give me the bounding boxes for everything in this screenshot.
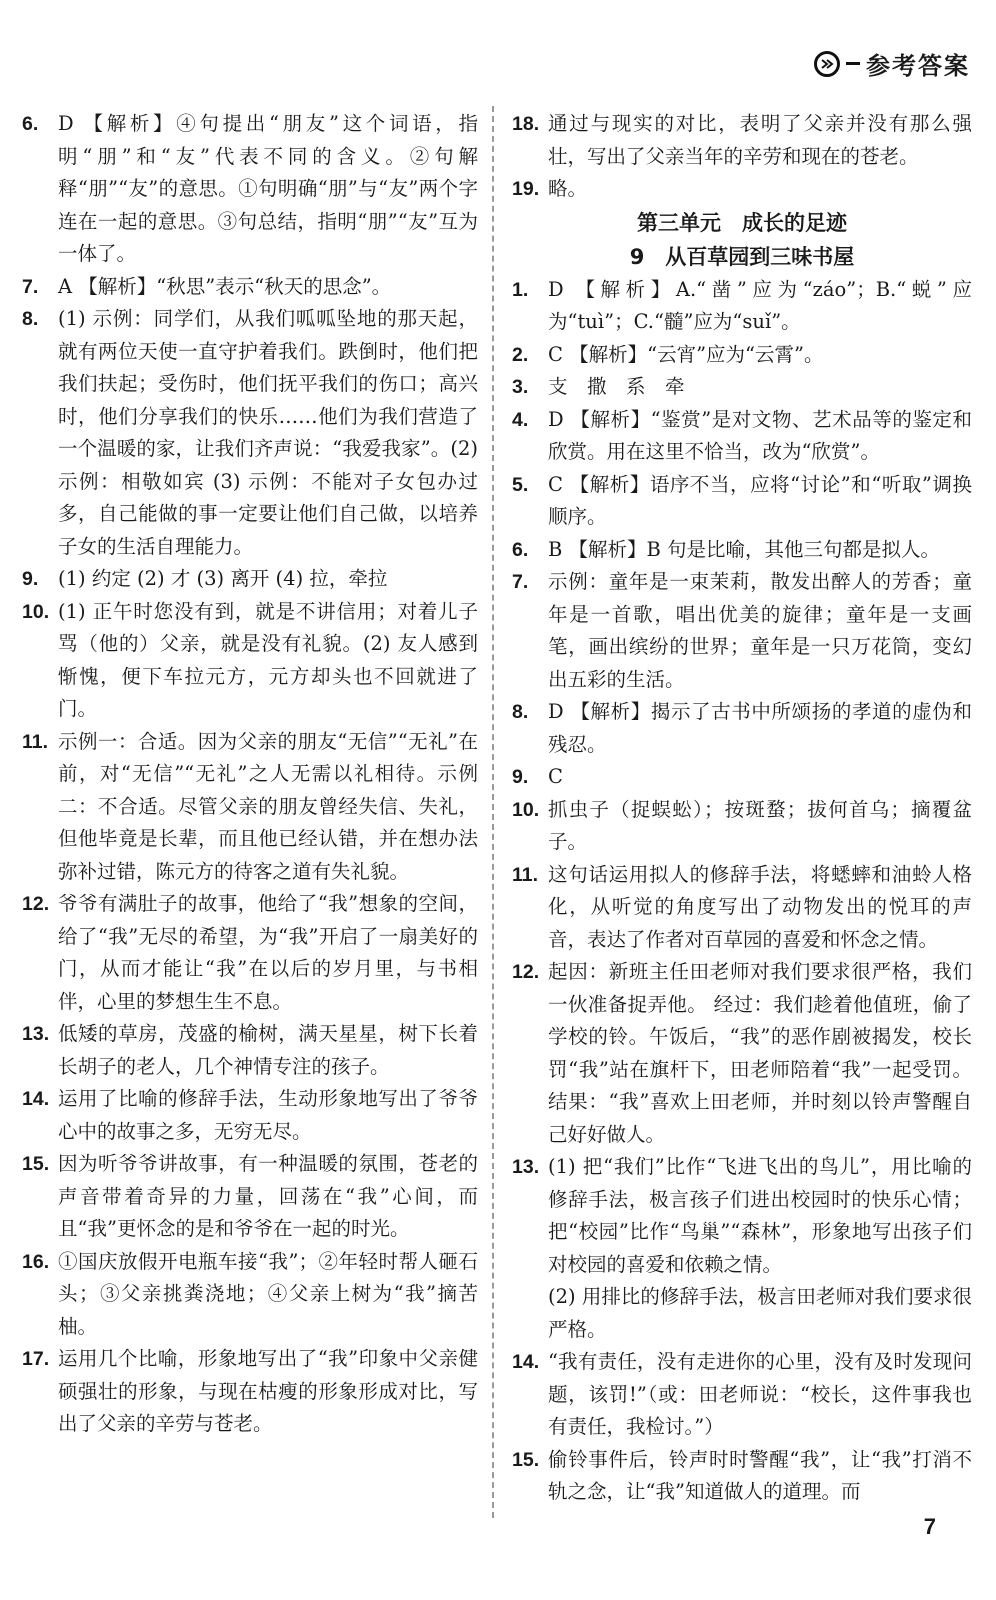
page-header — [814, 46, 970, 81]
answer-item — [512, 108, 972, 173]
answer-item — [22, 888, 478, 1018]
answer-number: 1. — [512, 278, 529, 301]
answer-number: 17. — [22, 1348, 50, 1370]
answer-number: 7. — [22, 275, 39, 298]
answer-item — [22, 726, 478, 889]
answer-item — [512, 566, 972, 696]
answer-number: 11. — [512, 863, 539, 886]
answer-item — [512, 469, 972, 534]
answer-text: B 【解析】B 句是比喻，其他三句都是拟人。 — [548, 537, 941, 561]
answer-number: 19. — [512, 178, 540, 200]
answer-text: (1) 把“我们”比作“飞进飞出的鸟儿”，用比喻的修辞手法，极言孩子们进出校园时的快乐心情；把“校园”比作“鸟巢”“森林”，形象地写出孩子们对校园的喜爱和依赖之情。 — [548, 1155, 972, 1276]
answer-number: 18. — [512, 113, 540, 135]
answer-number: 8. — [22, 308, 39, 330]
answer-item — [512, 1151, 972, 1281]
answer-text: C 【解析】“云宵”应为“云霄”。 — [548, 342, 824, 366]
answer-text: 抓虫子（捉蜈蚣）；按斑蝥；拔何首乌；摘覆盆子。 — [548, 797, 972, 853]
answer-text: 低矮的草房，茂盛的榆树，满天星星，树下长着长胡子的老人，几个神情专注的孩子。 — [58, 1022, 478, 1078]
answer-text: 起因：新班主任田老师对我们要求很严格，我们一伙准备捉弄他。 经过：我们趁着他值班，偷了学校的铃。午饭后，“我”的恶作剧被揭发，校长罚“我”站在旗杆下，田老师陪着“我”一起受罚。 结果：“我”喜欢上田老师，并时刻以铃声警醒自己好好做人。 — [548, 960, 972, 1146]
answer-number: 15. — [22, 1153, 50, 1175]
header-title: 参考答案 — [866, 52, 970, 80]
answer-text: 支 撒 系 牵 — [548, 375, 685, 398]
answer-item — [22, 108, 478, 271]
answer-item — [512, 1444, 972, 1509]
answer-text: ①国庆放假开电瓶车接“我”；②年轻时帮人砸石头；③父亲挑粪浇地；④父亲上树为“我”摘苦柚。 — [58, 1249, 478, 1338]
answer-item — [512, 274, 972, 339]
answer-item — [22, 303, 478, 563]
answer-number: 15. — [512, 1448, 540, 1471]
answer-number: 5. — [512, 473, 529, 496]
answer-text: D 【解析】④句提出“朋友”这个词语，指明“朋”和“友”代表不同的含义。②句解释“朋”“友”的意思。①句明确“朋”与“友”两个字连在一起的意思。③句总结，指明“朋”“友”互为一体了。 — [58, 112, 478, 265]
answer-text: 示例一：合适。因为父亲的朋友“无信”“无礼”在前，对“无信”“无礼”之人无需以礼相待。示例二：不合适。尽管父亲的朋友曾经失信、失礼，但他毕竟是长辈，而且他已经认错，并在想办法弥补过错，陈元方的待客之道有失礼貌。 — [58, 729, 478, 883]
answer-text: A 【解析】“秋思”表示“秋天的思念”。 — [58, 274, 392, 298]
answer-number: 9. — [22, 568, 39, 590]
answer-text: 运用几个比喻，形象地写出了“我”印象中父亲健硕强壮的形象，与现在枯瘦的形象形成对比，写出了父亲的辛劳与苍老。 — [58, 1347, 478, 1435]
answer-item — [22, 1018, 478, 1083]
answer-text: 略。 — [548, 177, 588, 200]
answer-number: 14. — [512, 1351, 540, 1373]
answer-text: C 【解析】语序不当，应将“讨论”和“听取”调换顺序。 — [548, 472, 972, 528]
answer-text: 运用了比喻的修辞手法，生动形象地写出了爷爷心中的故事之多，无穷无尽。 — [58, 1087, 478, 1143]
answer-number: 7. — [512, 571, 529, 593]
answer-text: 因为听爷爷讲故事，有一种温暖的氛围，苍老的声音带着奇异的力量，回荡在“我”心间，而且“我”更怀念的是和爷爷在一起的时光。 — [58, 1152, 478, 1240]
header-rule — [846, 62, 860, 65]
answer-text: (1) 示例：同学们，从我们呱呱坠地的那天起，就有两位天使一直守护着我们。跌倒时，他们把我们扶起；受伤时，他们抚平我们的伤口；高兴时，他们分享我们的快乐……他们为我们营造了一个温暖的家，让我们齐声说：“我爱我家”。(2) 示例：相敬如宾 (3) 示例：不能对子女包办过多，自己能做的事一定要让他们自己做，以培养子女的生活自理能力。 — [58, 307, 478, 558]
answer-text: D 【解析】“鉴赏”是对文物、艺术品等的鉴定和欣赏。用在这里不恰当，改为“欣赏”。 — [548, 407, 972, 463]
answer-item — [512, 404, 972, 469]
answer-number: 16. — [22, 1250, 50, 1273]
answer-text: “我有责任，没有走进你的心里，没有及时发现问题，该罚!”（或：田老师说：“校长，这件事我也有责任，我检讨。”） — [548, 1350, 972, 1438]
answer-item — [512, 339, 972, 372]
answer-text: (1) 约定 (2) 才 (3) 离开 (4) 拉，牵拉 — [58, 567, 388, 590]
answer-item — [22, 271, 478, 304]
answer-item — [512, 696, 972, 761]
left-column — [22, 108, 478, 1441]
answer-item — [22, 563, 478, 596]
answer-number: 9. — [512, 766, 529, 788]
answer-text: D 【解析】A.“凿”应为“záo”；B.“蜕”应为“tuì”；C.“髓”应为“suǐ”。 — [548, 277, 972, 333]
answer-item — [512, 173, 972, 206]
answer-number: 8. — [512, 701, 529, 723]
answer-text: 这句话运用拟人的修辞手法，将蟋蟀和油蛉人格化，从听觉的角度写出了动物发出的悦耳的声音，表达了作者对百草园的喜爱和怀念之情。 — [548, 862, 972, 951]
answer-text: C — [548, 765, 563, 788]
answer-item — [22, 1343, 478, 1441]
right-column — [512, 108, 972, 1509]
answer-number: 14. — [22, 1088, 50, 1110]
answer-number: 4. — [512, 408, 529, 431]
answer-number: 10. — [512, 798, 540, 821]
answer-number: 6. — [22, 113, 39, 135]
answer-number: 13. — [22, 1023, 50, 1045]
answer-number: 11. — [22, 730, 49, 753]
answer-number: 3. — [512, 376, 529, 398]
page-number: 7 — [923, 1514, 936, 1539]
answer-item — [22, 1083, 478, 1148]
answer-item — [512, 859, 972, 957]
answer-number: 2. — [512, 343, 529, 366]
answer-item — [512, 956, 972, 1151]
answer-number: 12. — [512, 961, 540, 983]
lesson-title: 9 从百草园到三味书屋 — [629, 244, 855, 269]
answer-item — [512, 761, 972, 794]
answer-item — [22, 1246, 478, 1344]
column-divider — [492, 106, 494, 1518]
answer-number: 13. — [512, 1156, 540, 1178]
answer-item — [22, 596, 478, 726]
item-13-continuation: (2) 用排比的修辞手法，极言田老师对我们要求很严格。 — [548, 1285, 972, 1341]
answer-item — [512, 534, 972, 567]
answer-number: 10. — [22, 600, 50, 623]
answer-number: 12. — [22, 893, 50, 915]
answer-text: 偷铃事件后，铃声时时警醒“我”，让“我”打消不轨之念，让“我”知道做人的道理。而 — [548, 1447, 972, 1503]
answer-item — [512, 794, 972, 859]
answer-text: 通过与现实的对比，表明了父亲并没有那么强壮，写出了父亲当年的辛劳和现在的苍老。 — [548, 112, 972, 168]
answer-item — [22, 1148, 478, 1246]
answer-text: D 【解析】揭示了古书中所颂扬的孝道的虚伪和残忍。 — [548, 700, 972, 756]
unit-title: 第三单元 成长的足迹 — [637, 210, 847, 235]
answer-item — [512, 371, 972, 404]
answer-text: (1) 正午时您没有到，就是不讲信用；对着儿子骂（他的）父亲，就是没有礼貌。(2) 友人感到惭愧，便下车拉元方，元方却头也不回就进了门。 — [58, 599, 478, 720]
book-logo-icon — [814, 51, 840, 77]
answer-text: 示例：童年是一束茉莉，散发出醉人的芳香；童年是一首歌，唱出优美的旋律；童年是一支画笔，画出缤纷的世界；童年是一只万花筒，变幻出五彩的生活。 — [548, 570, 972, 691]
answer-number: 6. — [512, 538, 529, 561]
answer-item — [512, 1346, 972, 1444]
answer-text: 爷爷有满肚子的故事，他给了“我”想象的空间，给了“我”无尽的希望，为“我”开启了一扇美好的门，从而才能让“我”在以后的岁月里，与书相伴，心里的梦想生生不息。 — [58, 892, 478, 1013]
